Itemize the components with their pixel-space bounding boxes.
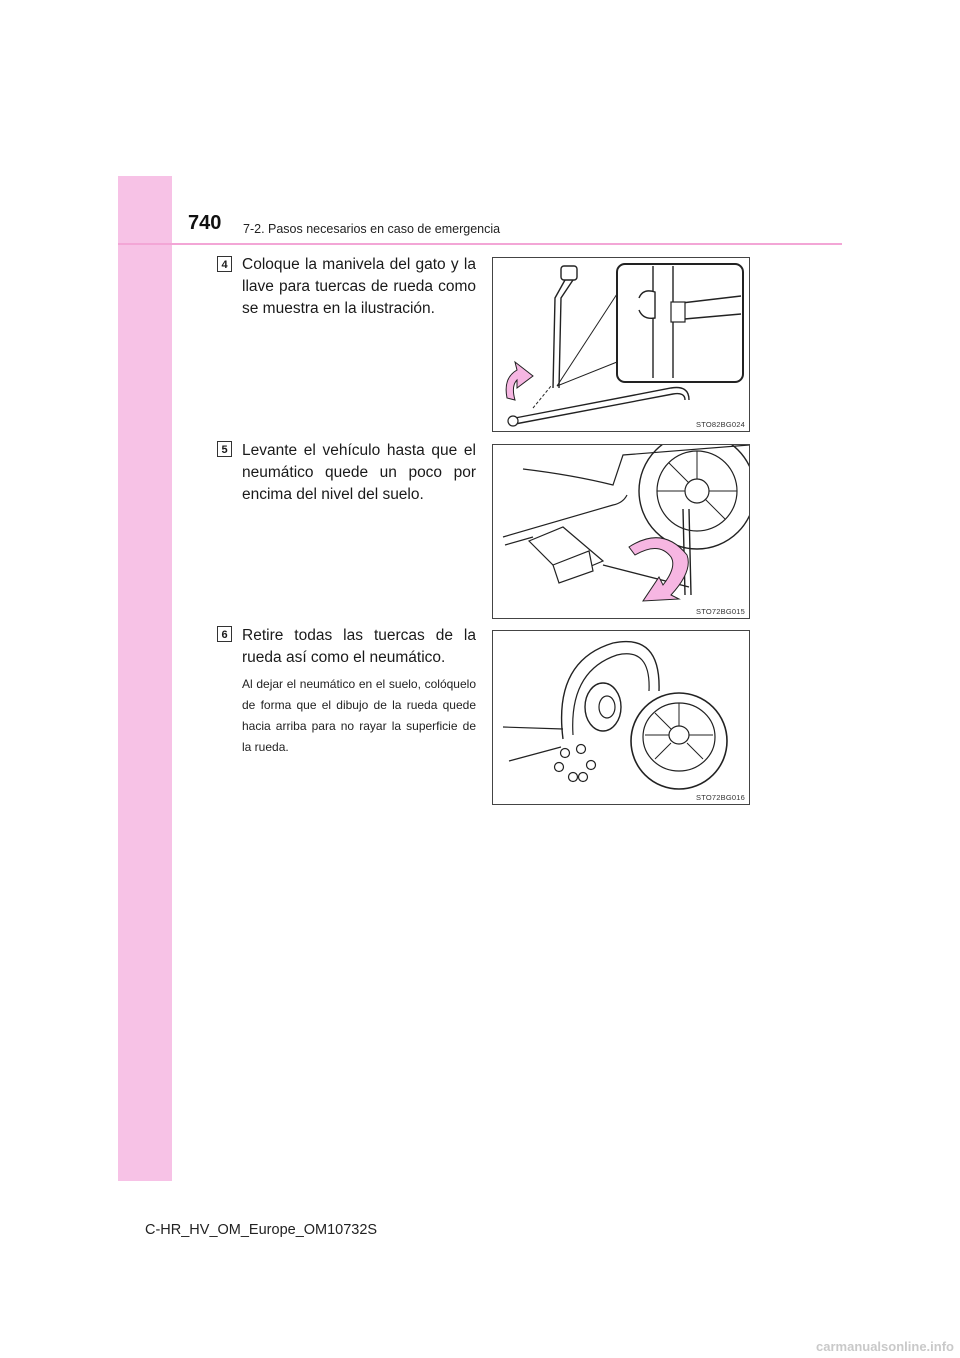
step-5-text: Levante el vehículo hasta que el neumático quede un poco por encima del nivel del suelo.: [242, 442, 476, 503]
section-sidebar-tab: [118, 176, 172, 1181]
step-number-5: 5: [217, 441, 232, 457]
watermark: carmanualsonline.info: [816, 1339, 954, 1354]
jack-raising-illustration: [493, 445, 749, 618]
header-divider: [118, 243, 842, 245]
figure-jack-handle-assembly: [492, 257, 750, 432]
step-6-text: Retire todas las tuercas de la rueda así como el neumático.: [242, 627, 476, 666]
document-id: C-HR_HV_OM_Europe_OM10732S: [145, 1222, 378, 1238]
step-4-text: Coloque la manivela del gato y la llave para tuercas de rueda como se muestra en la ilustración.: [242, 256, 476, 317]
step-number-4: 4: [217, 256, 232, 272]
figure-raising-vehicle: [492, 444, 750, 619]
page-number: 740: [188, 212, 222, 234]
step-6-note: Al dejar el neumático en el suelo, colóquelo de forma que el dibujo de la rueda quede hacia arriba para no rayar la superficie de la rueda.: [242, 677, 476, 754]
figure-code: STO72BG016: [696, 793, 745, 802]
section-title: 7-2. Pasos necesarios en caso de emergencia: [243, 222, 501, 236]
figure-code: STO72BG015: [696, 607, 745, 616]
jack-handle-illustration: [493, 258, 749, 431]
wheel-removal-illustration: [493, 631, 749, 804]
figure-code: STO82BG024: [696, 420, 745, 429]
figure-removing-wheel: [492, 630, 750, 805]
step-number-6: 6: [217, 626, 232, 642]
